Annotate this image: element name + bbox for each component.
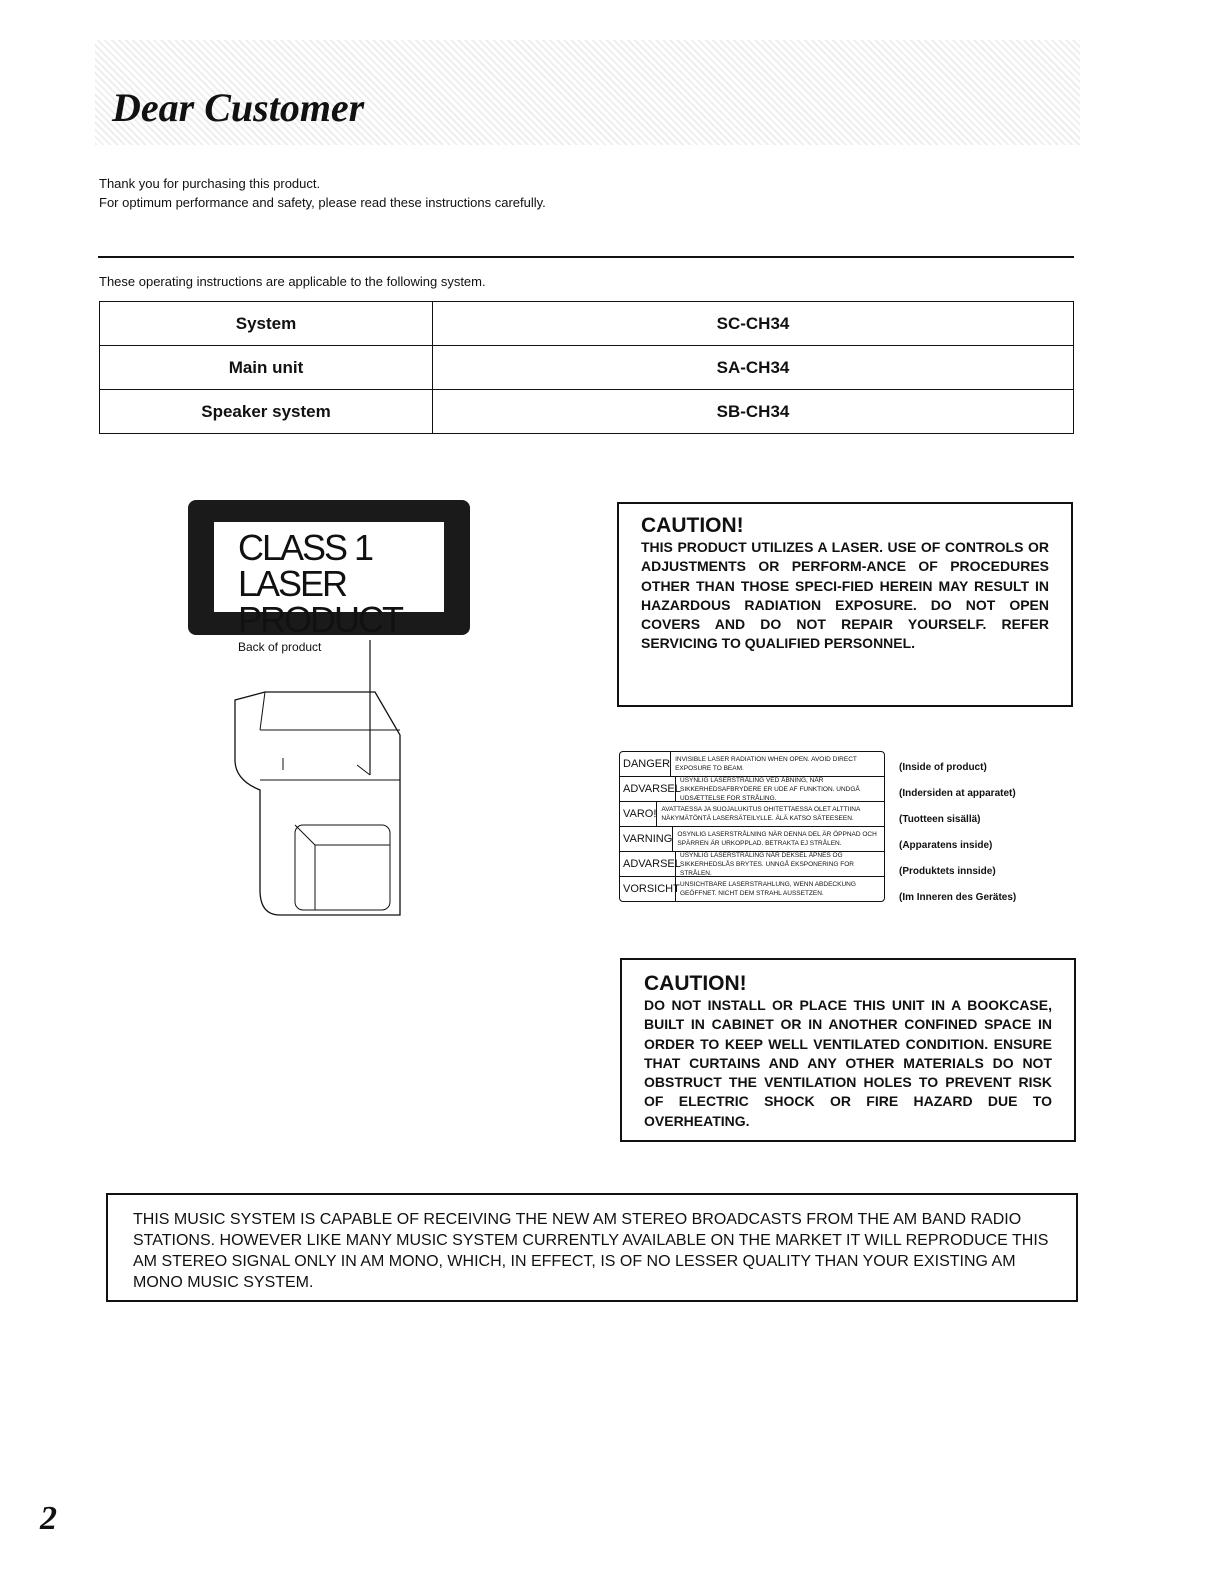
laser-line2: LASER PRODUCT: [238, 563, 402, 640]
warning-row: [620, 827, 884, 852]
warning-text: INVISIBLE LASER RADIATION WHEN OPEN. AVOID DIRECT EXPOSURE TO BEAM.: [675, 756, 857, 772]
table-row: [100, 302, 1074, 346]
warning-note: (Inside of product): [899, 762, 987, 773]
intro-line: Thank you for purchasing this product.: [99, 176, 321, 191]
product-illustration: [225, 640, 415, 925]
intro-line: For optimum performance and safety, please read these instructions carefully.: [99, 195, 546, 210]
cell: SB-CH34: [433, 390, 1074, 434]
system-table: [99, 301, 1074, 434]
warning-text: AVATTAESSA JA SUOJALUKITUS OHITETTAESSA OLET ALTTIINA NÄKYMÄTÖNTÄ LASERSÄTEILYLLE. ÄLÄ KATSO SÄTEESEEN.: [661, 806, 860, 822]
warning-key: ADVARSEL: [620, 852, 676, 876]
warning-note: (Apparatens inside): [899, 840, 993, 851]
laser-caution-box: [617, 502, 1073, 707]
warning-note: (Produktets innside): [899, 866, 996, 877]
warning-text: USYNLIG LASERSTRÅLING VED ÅBNING, NÅR SIKKERHEDSAFBRYDERE ER UDE AF FUNKTION. UNDGÅ UDSÆTTELSE FOR STRÅLING.: [680, 776, 860, 802]
warning-text: USYNLIG LASERSTRÅLING NÅR DEKSEL ÅPNES OG SIKKERHEDSLÅS BRYTES. UNNGÅ EKSPONERING FOR STRÅLEN.: [680, 851, 854, 877]
caution-heading: CAUTION!: [641, 514, 744, 537]
warning-note: (Im Inneren des Gerätes): [899, 892, 1017, 903]
table-row: [100, 390, 1074, 434]
cell: SC-CH34: [433, 302, 1074, 346]
laser-line1: CLASS 1: [238, 527, 373, 568]
divider: [98, 256, 1074, 258]
warning-key: ADVARSEL: [620, 777, 676, 801]
page-title: Dear Customer: [112, 85, 365, 130]
cell: Main unit: [100, 346, 433, 390]
back-of-product-caption: Back of product: [238, 640, 322, 654]
warning-key: VARNING: [620, 827, 673, 851]
warning-note: (Tuotteen sisällä): [899, 814, 981, 825]
warning-key: VARO!: [620, 802, 657, 826]
am-stereo-notice: THIS MUSIC SYSTEM IS CAPABLE OF RECEIVING THE NEW AM STEREO BROADCASTS FROM THE AM BAND RADIO STATIONS. HOWEVER LIKE MANY MUSIC SYSTEM CURRENTLY AVAILABLE ON THE MARKET IT WILL REPRODUCE THIS AM STEREO SIGNAL ONLY IN AM MONO, WHICH, IN EFFECT, IS OF NO LESSER QUALITY THAN YOUR EXISTING AM MONO MUSIC SYSTEM.: [106, 1193, 1078, 1302]
applicable-text: These operating instructions are applicable to the following system.: [99, 274, 486, 289]
laser-class-label: [188, 500, 470, 640]
ventilation-caution-box: [620, 958, 1076, 1142]
warning-row: [620, 877, 884, 901]
warning-key: DANGER: [620, 752, 671, 776]
table-row: [100, 346, 1074, 390]
caution-body: DO NOT INSTALL OR PLACE THIS UNIT IN A BOOKCASE, BUILT IN CABINET OR IN ANOTHER CONFINED SPACE IN ORDER TO KEEP WELL VENTILATED CONDITION. ENSURE THAT CURTAINS AND ANY OTHER MATERIALS DO NOT OBSTRUCT THE VENTILATION HOLES TO PREVENT RISK OF ELECTRIC SHOCK OR FIRE HAZARD DUE TO OVERHEATING.: [644, 997, 1052, 1129]
warning-text: UNSICHTBARE LASERSTRAHLUNG, WENN ABDECKUNG GEÖFFNET. NICHT DEM STRAHL AUSSETZEN.: [680, 881, 856, 897]
warning-row: [620, 852, 884, 877]
warning-key: VORSICHT: [620, 877, 676, 901]
warning-row: [620, 802, 884, 827]
warning-note: (Indersiden at apparatet): [899, 788, 1016, 799]
cell: System: [100, 302, 433, 346]
warning-text: OSYNLIG LASERSTRÅLNING NÄR DENNA DEL ÄR ÖPPNAD OCH SPÄRREN ÄR URKOPPLAD. BETRAKTA EJ STRÅLEN.: [677, 831, 877, 847]
caution-body: THIS PRODUCT UTILIZES A LASER. USE OF CONTROLS OR ADJUSTMENTS OR PERFORM-ANCE OF PROCEDURES OTHER THAN THOSE SPECI-FIED HEREIN MAY RESULT IN HAZARDOUS RADIATION EXPOSURE. DO NOT OPEN COVERS AND DO NOT REPAIR YOURSELF. REFER SERVICING TO QUALIFIED PERSONNEL.: [641, 539, 1049, 652]
laser-warning-label: [619, 751, 885, 902]
cell: Speaker system: [100, 390, 433, 434]
warning-row: [620, 777, 884, 802]
caution-heading: CAUTION!: [644, 972, 747, 995]
cell: SA-CH34: [433, 346, 1074, 390]
page-number: 2: [40, 1500, 57, 1537]
warning-row: [620, 752, 884, 777]
